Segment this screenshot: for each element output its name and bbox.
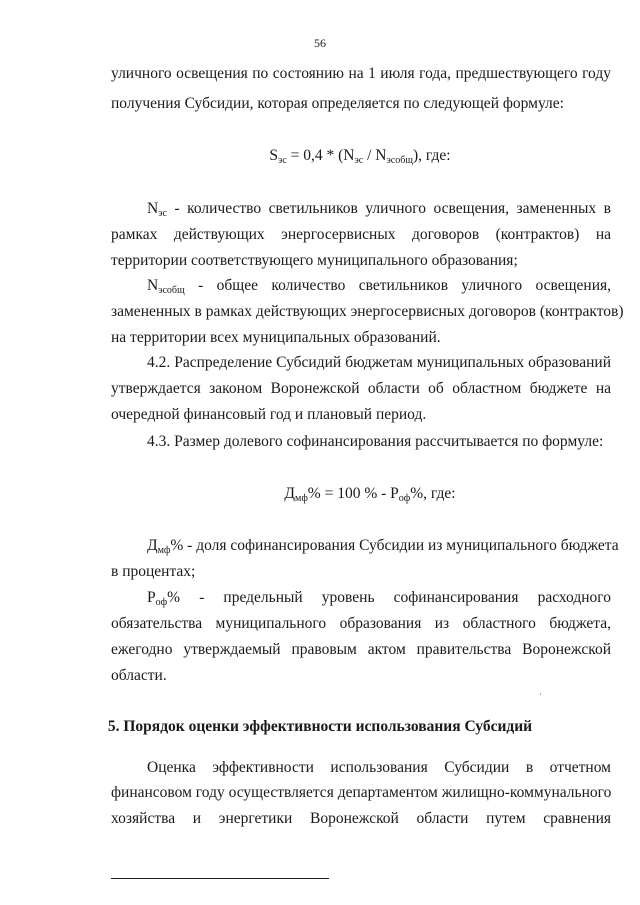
- formula-subscript: мф: [294, 493, 308, 504]
- symbol-subscript: эс: [158, 208, 167, 219]
- text-line: рамках действующих энергосервисных договоров (контрактов) на: [111, 226, 611, 243]
- section-heading: 5. Порядок оценки эффективности использования Субсидий: [107, 718, 533, 735]
- symbol: Р: [147, 589, 156, 606]
- symbol-subscript: мф: [157, 545, 171, 556]
- definition-n-esobsh: [147, 276, 611, 296]
- symbol-subscript: оф: [155, 597, 168, 608]
- text-line: финансовом году осуществляется департаментом жилищно-коммунального: [111, 784, 612, 801]
- text-line: в процентах;: [111, 563, 196, 580]
- text-line: утверждается законом Воронежской области об областном бюджете на: [111, 380, 611, 397]
- definition-r-of: [147, 588, 611, 608]
- formula-cofinancing: [0, 484, 640, 504]
- text-line: на территории всех муниципальных образований.: [111, 329, 441, 346]
- text-line: ежегодно утверждаемый правовым актом правительства Воронежской: [111, 641, 611, 658]
- definition-text: - общее количество светильников уличного освещения,: [184, 277, 611, 294]
- formula-part: S: [269, 147, 279, 164]
- definition-n-es: [147, 199, 611, 219]
- formula-part: %, где:: [410, 485, 456, 502]
- text-line: хозяйства и энергетики Воронежской области путем сравнения: [111, 810, 611, 827]
- definition-d-mf: [147, 536, 619, 556]
- text-line: 4.2. Распределение Субсидий бюджетам муниципальных образований: [147, 354, 611, 371]
- footnote-separator: [111, 878, 329, 879]
- text-line: территории соответствующего муниципального образования;: [111, 252, 518, 269]
- text-line: области.: [111, 667, 167, 684]
- formula-part: Д: [284, 485, 295, 502]
- text-line: Оценка эффективности использования Субсидии в отчетном: [147, 759, 611, 776]
- symbol-subscript: эсобщ: [158, 285, 185, 296]
- symbol: Д: [147, 537, 158, 554]
- text-line: замененных в рамках действующих энергосервисных договоров (контрактов): [111, 303, 624, 320]
- text-line: очередной финансовый год и плановый период.: [111, 406, 427, 423]
- definition-text: % - доля софинансирования Субсидии из муниципального бюджета: [170, 537, 619, 554]
- text-line: 4.3. Размер долевого софинансирования рассчитывается по формуле:: [147, 433, 604, 450]
- formula-subscript: оф: [398, 493, 411, 504]
- text-line: уличного освещения по состоянию на 1 июля года, предшествующего году: [111, 65, 611, 82]
- formula-subsidy-share: [0, 146, 640, 166]
- symbol: N: [147, 277, 159, 294]
- formula-part: / N: [363, 147, 387, 164]
- scan-speck: [540, 693, 541, 695]
- text-line: обязательства муниципального образования из областного бюджета,: [111, 615, 611, 632]
- formula-subscript: эсобщ: [386, 155, 414, 166]
- formula-part: ), где:: [413, 147, 451, 164]
- formula-subscript: эс: [354, 155, 364, 166]
- text-line: получения Субсидии, которая определяется по следующей формуле:: [111, 95, 564, 112]
- formula-part: % = 100 % - Р: [307, 485, 399, 502]
- formula-subscript: эс: [278, 155, 287, 166]
- formula-part: = 0,4 * (N: [286, 147, 355, 164]
- definition-text: % - предельный уровень софинансирования расходного: [167, 589, 611, 606]
- symbol: N: [147, 200, 159, 217]
- definition-text: - количество светильников уличного освещения, замененных в: [166, 200, 611, 217]
- page-number: 56: [314, 36, 326, 50]
